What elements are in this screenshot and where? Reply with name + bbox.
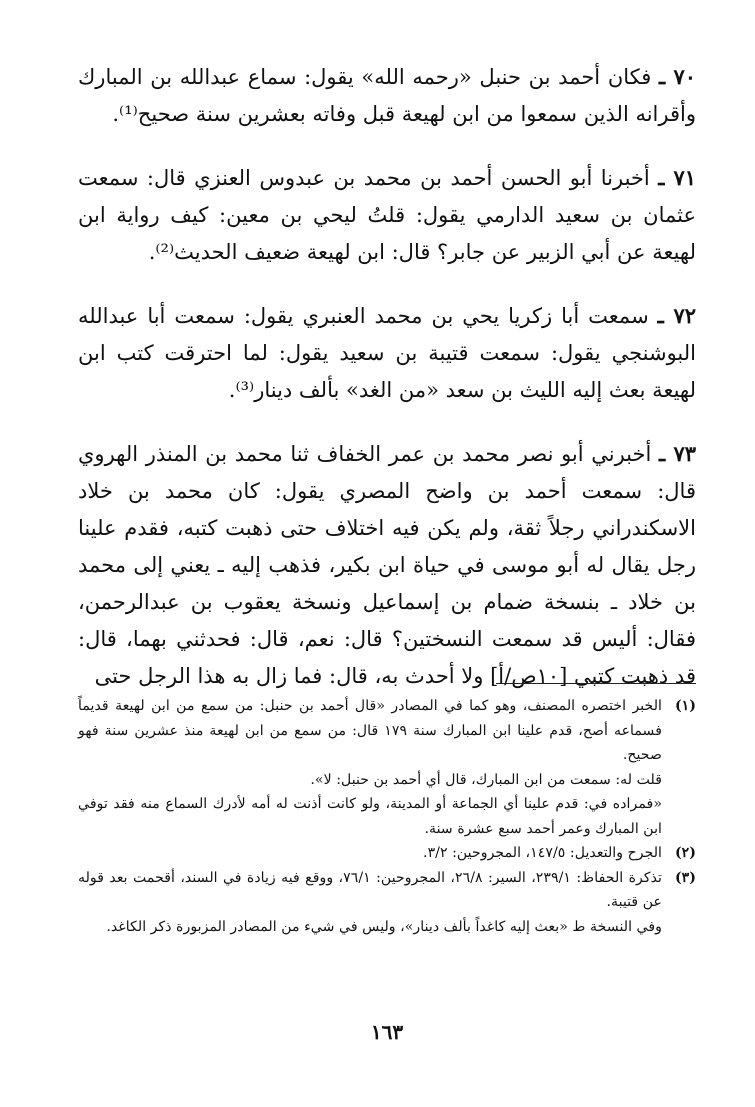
paragraph-70 [78, 58, 696, 133]
paragraph-number: ٧٠ ـ [658, 64, 696, 89]
footnote-1 [78, 694, 696, 841]
paragraph-text: أخبرنا أبو الحسن أحمد بن محمد بن عبدوس العنزي قال: سمعت عثمان بن سعيد الدارمي يقول: قلتُ ليحي بن معين: كيف رواية ابن لهيعة عن أبي الزبير عن جابر؟ قال: ابن لهيعة ضعيف الحديث⁽²⁾. [78, 166, 696, 264]
paragraph-71 [78, 159, 696, 271]
paragraph-number: ٧٢ ـ [657, 303, 696, 328]
footnote-mark: (٣) [674, 869, 696, 886]
main-text [78, 58, 696, 695]
footnote-mark: (١) [674, 698, 696, 714]
paragraph-text: سمعت أبا زكريا يحي بن محمد العنبري يقول: سمعت أبا عبدالله البوشنجي يقول: سمعت قتيبة بن سعيد يقول: لما احترقت كتب ابن لهيعة بعث إليه الليث بن سعد «من الغد» بألف دينار⁽³⁾. [78, 304, 696, 402]
footnote-line: «فمراده في: قدم علينا أي الجماعة أو المدينة، ولو كانت أذنت له أمه لأدرك السماع منه فقد توفي ابن المبارك وعمر أحمد سبع عشرة سنة. [78, 796, 662, 837]
footnote-divider [496, 683, 696, 684]
footnote-2 [78, 841, 696, 866]
paragraph-73 [78, 435, 696, 695]
paragraph-text: فكان أحمد بن حنبل «رحمه الله» يقول: سماع عبدالله بن المبارك وأقرانه الذين سمعوا من ابن لهيعة قبل وفاته بعشرين سنة صحيح⁽¹⁾. [78, 65, 696, 126]
footnote-body [78, 841, 662, 866]
paragraph-72 [78, 297, 696, 409]
footnote-line: الجرح والتعديل: ١٤٧/٥، المجروحين: ٣/٢. [423, 845, 662, 861]
page-number: ١٦٣ [370, 1020, 404, 1044]
footnote-mark: (٢) [674, 845, 696, 861]
footnote-line: قلت له: سمعت من ابن المبارك، قال أي أحمد بن حنبل: لا». [310, 771, 662, 788]
footnote-line: وفي النسخة ط «بعث إليه كاغداً بألف دينار»، وليس في شيء من المصادر المزبورة ذكر الكاغد. [106, 918, 662, 935]
paragraph-number: ٧١ ـ [658, 165, 696, 190]
footnote-body [78, 694, 662, 841]
footnote-3 [78, 866, 696, 940]
footnote-body [78, 866, 662, 940]
paragraph-text: أخبرني أبو نصر محمد بن عمر الخفاف ثنا محمد بن المنذر الهروي قال: سمعت أحمد بن واضح المصري يقول: كان محمد بن خلاد الاسكندراني رجلاً ثقة، ولم يكن فيه اختلاف حتى ذهبت كتبه، فقدم علينا رجل يقال له أبو موسى في حياة ابن بكير، فذهب إليه ـ يعني إلى محمد بن خلاد ـ بنسخة ضمام بن إسماعيل ونسخة يعقوب بن عبدالرحمن، فقال: أليس قد سمعت النسختين؟ قال: نعم، قال: فحدثني بهما، قال: قد ذهبت كتبي [١٠ص/أ] ولا أحدث به، قال: فما زال به هذا الرجل حتى [78, 442, 696, 688]
paragraph-number: ٧٣ ـ [659, 441, 696, 466]
footnote-line: تذكرة الحفاظ: ٢٣٩/١، السير: ٢٦/٨، المجروحين: ٧٦/١، ووقع فيه زيادة في السند، أقحمت بعد قوله عن قتيبة. [78, 869, 662, 910]
footnotes [78, 694, 696, 939]
footnote-line: الخبر اختصره المصنف، وهو كما في المصادر «قال أحمد بن حنبل: من سمع من ابن لهيعة قديماً فسماعه أصح، قدم علينا ابن المبارك سنة ١٧٩ قال: من سمع من ابن لهيعة منذ عشرين سنة فهو صحيح. [78, 698, 662, 763]
book-page [78, 58, 696, 1058]
